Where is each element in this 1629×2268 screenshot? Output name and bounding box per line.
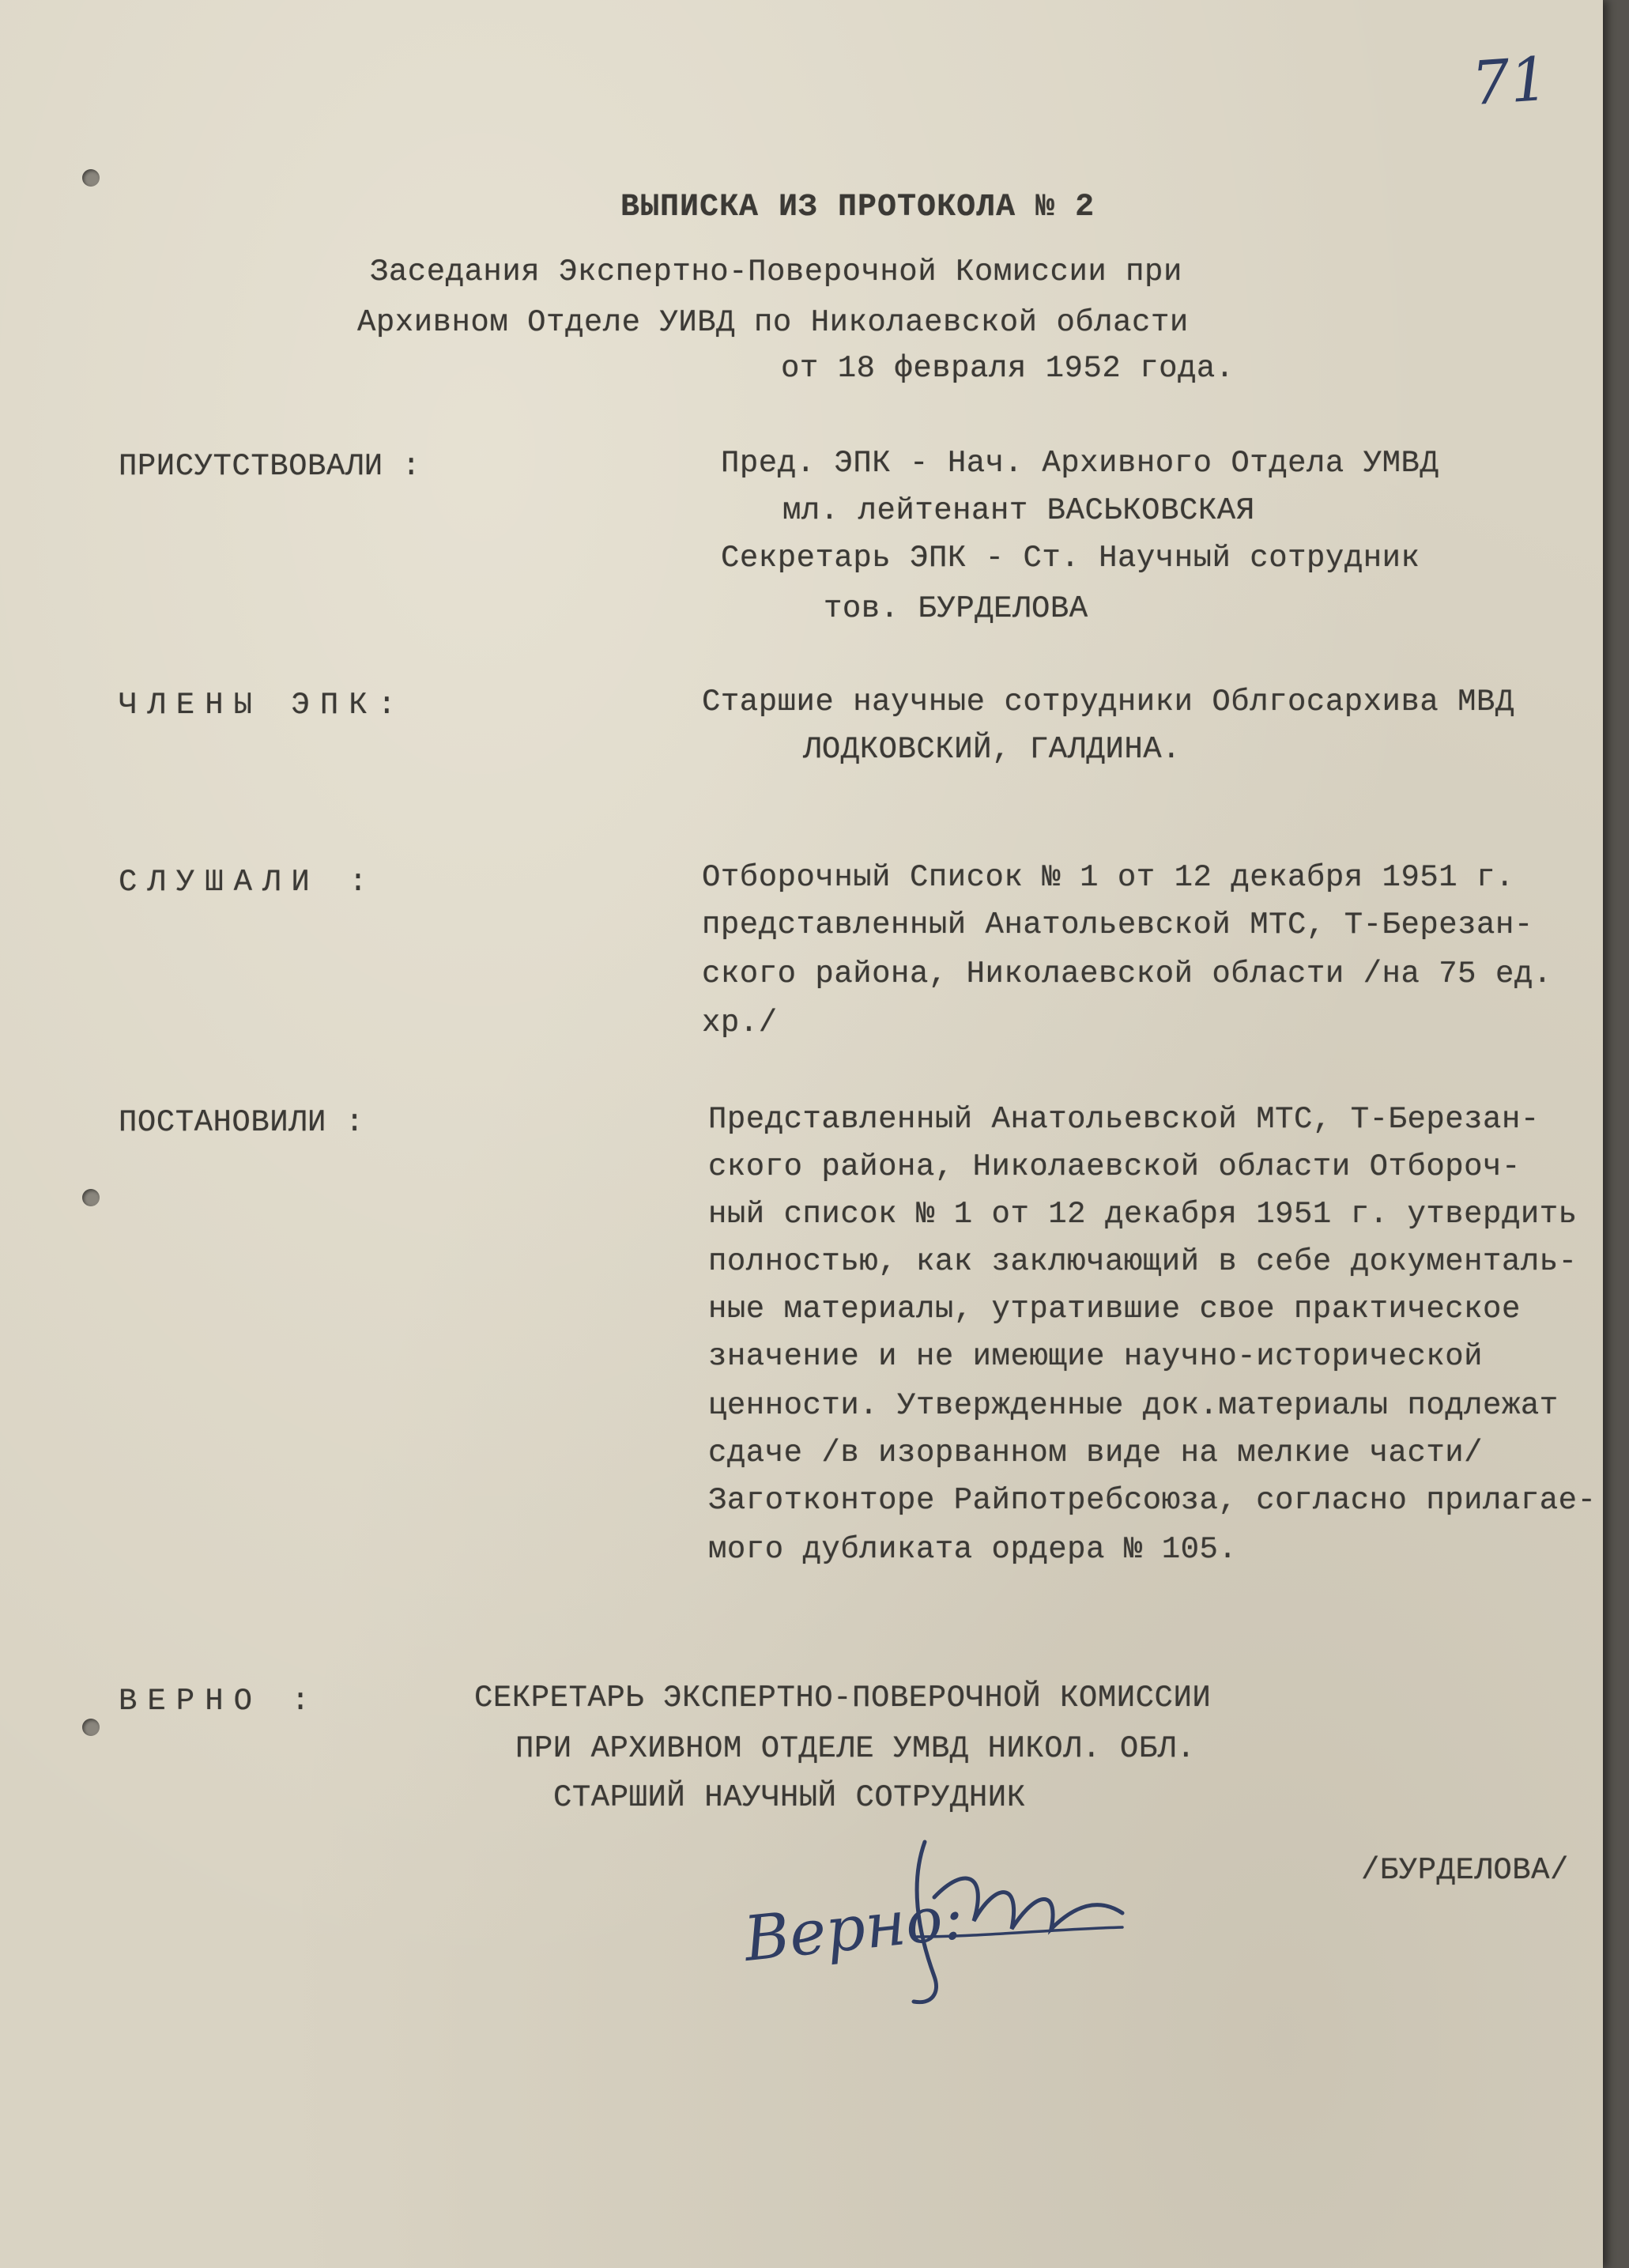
present-line-3: Секретарь ЭПК - Ст. Научный сотрудник (721, 541, 1420, 575)
certified-line-1: СЕКРЕТАРЬ ЭКСПЕРТНО-ПОВЕРОЧНОЙ КОМИССИИ (474, 1681, 1212, 1715)
resolved-line-1: Представленный Анатольевской МТС, Т-Березан- (708, 1102, 1540, 1137)
present-line-2: мл. лейтенант ВАСЬКОВСКАЯ (782, 493, 1255, 528)
resolved-line-8: сдаче /в изорванном виде на мелкие части/ (708, 1436, 1484, 1470)
punch-hole-middle (82, 1189, 100, 1206)
present-label: ПРИСУТСТВОВАЛИ : (119, 449, 421, 484)
resolved-label: ПОСТАНОВИЛИ : (119, 1105, 364, 1140)
page-number: 71 (1469, 43, 1551, 119)
heard-line-3: ского района, Николаевской области /на 75 ед. (702, 957, 1552, 991)
members-label: ЧЛЕНЫ ЭПК: (119, 688, 407, 723)
resolved-line-5: ные материалы, утратившие свое практическое (708, 1292, 1521, 1326)
resolved-line-2: ского района, Николаевской области Отбороч- (708, 1149, 1521, 1184)
members-line-1: Старшие научные сотрудники Облгосархива МВД (702, 685, 1514, 719)
punch-hole-top (82, 169, 100, 187)
resolved-line-4: полностью, как заключающий в себе документаль- (708, 1244, 1578, 1279)
certified-line-3: СТАРШИЙ НАУЧНЫЙ СОТРУДНИК (553, 1780, 1026, 1815)
heard-label: СЛУШАЛИ : (119, 865, 378, 900)
resolved-line-7: ценности. Утвержденные док.материалы подлежат (708, 1388, 1559, 1423)
header-line-2: Архивном Отделе УИВД по Николаевской области (357, 305, 1189, 340)
heard-line-1: Отборочный Список № 1 от 12 декабря 1951 г. (702, 860, 1514, 895)
punch-hole-bottom (82, 1719, 100, 1736)
resolved-line-6: значение и не имеющие научно-исторической (708, 1339, 1484, 1374)
resolved-line-10: мого дубликата ордера № 105. (708, 1532, 1238, 1567)
certified-label: ВЕРНО : (119, 1684, 320, 1719)
heard-line-2: представленный Анатольевской МТС, Т-Березан- (702, 908, 1533, 942)
certified-name: /БУРДЕЛОВА/ (1361, 1853, 1569, 1888)
signature (727, 1818, 1138, 2032)
resolved-line-3: ный список № 1 от 12 декабря 1951 г. утвердить (708, 1197, 1578, 1232)
resolved-line-9: Заготконторе Райпотребсоюза, согласно прилагае- (708, 1483, 1597, 1518)
signature-handwritten-text: Верно: (741, 1881, 967, 1976)
certified-line-2: ПРИ АРХИВНОМ ОТДЕЛЕ УМВД НИКОЛ. ОБЛ. (515, 1731, 1196, 1766)
present-line-1: Пред. ЭПК - Нач. Архивного Отдела УМВД (721, 446, 1439, 481)
header-line-1: Заседания Экспертно-Поверочной Комиссии при (370, 255, 1182, 289)
header-date: от 18 февраля 1952 года. (781, 351, 1235, 386)
heard-line-4: хр./ (702, 1006, 778, 1040)
members-line-2: ЛОДКОВСКИЙ, ГАЛДИНА. (803, 732, 1182, 767)
document-title: ВЫПИСКА ИЗ ПРОТОКОЛА № 2 (620, 190, 1095, 225)
present-line-4: тов. БУРДЕЛОВА (824, 591, 1088, 626)
